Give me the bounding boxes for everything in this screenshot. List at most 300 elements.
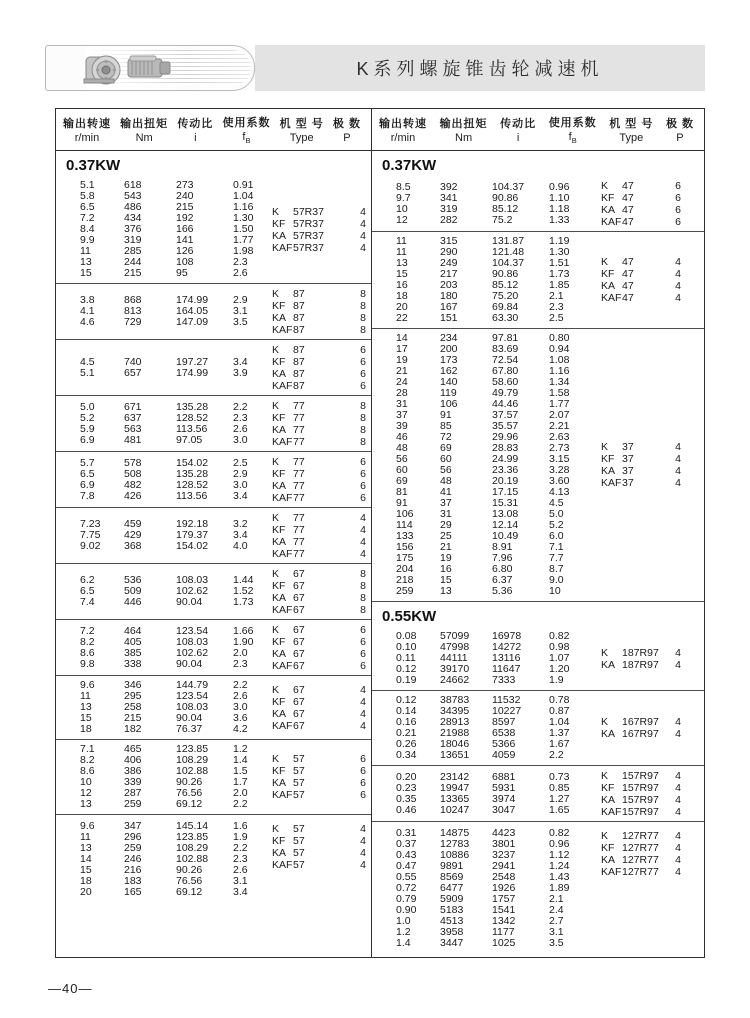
model-number: 157R97	[622, 781, 659, 794]
service-factor-value: 1.04	[233, 190, 254, 202]
output-speed-value: 6.5	[80, 467, 95, 480]
output-speed-value: 7.4	[80, 596, 95, 608]
model-number: 77	[293, 479, 305, 492]
model-type-row	[272, 480, 366, 492]
output-torque-value: 10886	[440, 849, 470, 861]
ratio-value: 58.60	[492, 376, 519, 388]
model-type-list	[272, 512, 366, 560]
service-factor-value: 1.66	[233, 624, 254, 637]
output-speed-value: 11	[80, 831, 91, 843]
model-number: 57	[293, 765, 305, 777]
model-type	[272, 468, 305, 480]
output-speed-value: 6.5	[80, 201, 95, 213]
service-factor-value: 1.37	[549, 727, 570, 739]
model-type	[272, 777, 305, 789]
model-type	[272, 424, 305, 436]
gear-ratio-block	[372, 627, 704, 691]
data-rows	[80, 402, 279, 446]
output-torque-value: 31	[440, 508, 452, 520]
service-factor-value: 2.6	[233, 864, 248, 876]
output-speed-value: 11	[80, 690, 91, 702]
model-number: 47	[622, 179, 634, 192]
model-prefix: KA	[272, 479, 287, 492]
service-factor-value: 1.52	[233, 585, 254, 597]
service-factor-value: 2.21	[549, 420, 570, 432]
model-prefix: K	[272, 623, 280, 636]
data-rows	[80, 458, 279, 502]
column-header-unit-subscript: B	[571, 136, 577, 146]
service-factor-value: 2.6	[233, 267, 248, 279]
model-type	[272, 835, 305, 847]
model-type-list	[272, 684, 366, 732]
output-torque-value: 56	[440, 464, 452, 476]
ratio-value: 63.30	[492, 312, 519, 324]
column-header-label: 机 型 号	[279, 118, 324, 130]
ratio-value: 69.12	[176, 886, 203, 898]
output-speed-value: 0.31	[396, 827, 417, 839]
pole-count: 4	[675, 256, 681, 268]
output-torque-value: 392	[440, 180, 458, 193]
gear-ratio-block	[56, 176, 371, 284]
service-factor-value: 0.80	[549, 332, 570, 344]
ratio-value: 108.03	[176, 701, 209, 713]
output-torque-value: 18046	[440, 738, 470, 750]
ratio-value: 154.02	[176, 540, 209, 552]
output-speed-value: 22	[396, 312, 408, 324]
output-torque-value: 200	[440, 343, 458, 355]
ratio-value: 123.85	[176, 743, 209, 755]
model-number: 67	[293, 635, 305, 648]
model-type	[601, 204, 634, 216]
output-speed-value: 259	[396, 585, 414, 597]
model-type	[272, 524, 305, 536]
gear-reducer-photo-icon	[76, 49, 186, 89]
ratio-value: 75.2	[492, 213, 513, 226]
output-torque-value: 319	[440, 202, 458, 215]
output-speed-value: 0.47	[396, 860, 417, 872]
service-factor-value: 1.77	[549, 398, 570, 410]
pole-count: 4	[675, 268, 681, 280]
model-type	[272, 765, 305, 777]
model-prefix: K	[601, 716, 609, 728]
service-factor-value: 3.4	[233, 489, 248, 502]
output-torque-value: 44111	[440, 652, 468, 664]
output-speed-value: 7.1	[80, 743, 95, 755]
model-type-row	[601, 216, 681, 228]
model-number: 127R77	[622, 830, 659, 842]
model-type-row	[272, 206, 366, 218]
output-speed-value: 5.2	[80, 411, 95, 424]
model-type	[272, 230, 324, 242]
output-torque-value: 426	[124, 489, 142, 502]
ratio-value: 5.36	[492, 585, 513, 597]
column-header	[609, 115, 653, 144]
model-type-row	[272, 356, 366, 368]
output-speed-value: 20	[80, 886, 92, 898]
output-speed-value: 133	[396, 530, 414, 542]
output-torque-value: 13	[440, 585, 452, 597]
model-type	[272, 480, 305, 492]
model-prefix: KF	[601, 268, 615, 280]
ratio-value: 113.56	[176, 422, 208, 435]
ratio-value: 3801	[492, 838, 516, 850]
column-header	[63, 115, 111, 144]
pole-count: 4	[675, 292, 681, 304]
gear-ratio-block	[56, 815, 371, 957]
model-prefix: KAF	[272, 659, 293, 672]
output-speed-value: 6.9	[80, 433, 95, 446]
model-prefix: KA	[272, 847, 287, 859]
ratio-value: 11647	[492, 663, 521, 675]
output-torque-value: 486	[124, 201, 142, 213]
table-header-left	[56, 109, 372, 150]
model-prefix: KA	[272, 777, 287, 789]
pole-count: 8	[360, 423, 366, 436]
output-speed-value: 4.5	[80, 355, 95, 368]
output-speed-value: 14	[396, 332, 408, 344]
service-factor-value: 1.73	[549, 268, 570, 280]
data-rows	[80, 357, 279, 379]
service-factor-value: 1.16	[233, 201, 254, 213]
ratio-value: 2941	[492, 860, 516, 872]
model-type-list	[601, 830, 681, 878]
service-factor-value: 4.2	[233, 723, 248, 735]
ratio-value: 10.49	[492, 530, 519, 542]
gear-ratio-block	[56, 508, 371, 564]
model-type-row	[601, 453, 681, 465]
model-prefix: KAF	[272, 379, 293, 392]
output-torque-value: 39170	[440, 663, 470, 675]
model-type-row	[601, 770, 681, 782]
service-factor-value: 3.0	[233, 701, 248, 713]
model-type	[601, 180, 634, 192]
model-prefix: K	[601, 830, 609, 842]
output-torque-value: 91	[440, 409, 452, 421]
output-torque-value: 28913	[440, 716, 470, 728]
service-factor-value: 1.12	[549, 849, 570, 861]
service-factor-value: 1.30	[233, 212, 254, 224]
output-torque-value: 21	[440, 541, 452, 553]
model-type-row	[601, 866, 681, 878]
model-prefix: K	[272, 287, 280, 300]
output-speed-value: 6.9	[80, 478, 95, 491]
model-prefix: K	[601, 646, 609, 659]
output-speed-value: 0.11	[396, 652, 416, 664]
logo-box	[45, 45, 255, 91]
pole-count: 4	[675, 805, 681, 818]
output-speed-value: 0.79	[396, 893, 417, 905]
model-number: 47	[622, 292, 634, 304]
service-factor-value: 3.1	[549, 926, 564, 938]
service-factor-value: 7.1	[549, 541, 564, 553]
service-factor-value: 0.78	[549, 694, 570, 706]
model-number: 67	[293, 683, 305, 696]
gear-ratio-block	[56, 676, 371, 740]
column-header-label: 输出转速	[63, 118, 111, 130]
service-factor-value: 3.60	[549, 475, 570, 487]
service-factor-value: 2.9	[233, 467, 248, 480]
service-factor-value: 3.6	[233, 712, 248, 724]
model-type	[601, 770, 659, 782]
pole-count: 6	[360, 467, 366, 480]
pole-count: 4	[360, 205, 366, 218]
service-factor-value: 5.2	[549, 519, 564, 531]
model-prefix: KF	[272, 217, 286, 230]
service-factor-value: 1.50	[233, 223, 254, 235]
output-speed-value: 0.23	[396, 781, 417, 794]
pole-count: 8	[360, 399, 366, 412]
model-type	[272, 344, 305, 356]
ratio-value: 174.99	[176, 294, 209, 306]
output-torque-value: 315	[440, 235, 458, 247]
ratio-value: 1926	[492, 882, 516, 894]
model-type	[272, 218, 324, 230]
model-type-list	[272, 568, 366, 616]
pole-count: 8	[360, 311, 366, 324]
ratio-value: 179.37	[176, 529, 209, 541]
ratio-value: 8597	[492, 716, 516, 728]
pole-count: 4	[360, 683, 366, 696]
output-torque-value: 386	[124, 765, 142, 777]
model-type	[601, 716, 659, 728]
output-torque-value: 119	[440, 387, 457, 399]
model-type-row	[601, 256, 681, 268]
output-torque-value: 406	[124, 754, 142, 766]
ratio-value: 1757	[492, 893, 516, 905]
model-type-row	[272, 512, 366, 524]
model-type-row	[272, 753, 366, 765]
ratio-value: 126	[176, 245, 194, 257]
pole-count: 4	[675, 830, 681, 842]
pole-count: 4	[360, 535, 366, 548]
column-header-label: 输出扭矩	[120, 118, 169, 130]
output-torque-value: 13365	[440, 792, 470, 805]
model-prefix: KA	[272, 311, 287, 324]
output-speed-value: 37	[396, 409, 408, 421]
output-torque-value: 287	[124, 787, 142, 799]
model-type-row	[272, 580, 366, 592]
model-number: 47	[622, 280, 634, 292]
gear-ratio-block	[372, 766, 704, 822]
service-factor-value: 1.51	[549, 257, 570, 269]
pole-count: 8	[360, 323, 366, 336]
output-torque-value: 465	[124, 743, 142, 755]
model-number: 37	[622, 441, 634, 453]
pole-count: 4	[360, 241, 366, 254]
output-torque-value: 296	[124, 831, 142, 843]
power-rating-heading: 0.37KW	[66, 157, 121, 174]
output-torque-value: 216	[124, 864, 142, 876]
ratio-value: 1541	[492, 904, 516, 916]
ratio-value: 15.31	[492, 497, 519, 509]
pole-count: 6	[360, 623, 366, 636]
output-torque-value: 25	[440, 530, 452, 542]
service-factor-value: 3.4	[233, 886, 248, 898]
ratio-value: 8.91	[492, 541, 513, 553]
output-speed-value: 7.2	[80, 212, 95, 224]
model-prefix: KA	[601, 280, 616, 292]
output-torque-value: 9891	[440, 860, 464, 872]
column-header	[177, 115, 213, 144]
output-speed-value: 21	[396, 365, 408, 377]
model-number: 57	[293, 777, 305, 789]
service-factor-value: 0.85	[549, 781, 570, 794]
model-number: 127R77	[622, 842, 659, 854]
model-number: 87	[293, 311, 305, 324]
model-number: 57	[293, 859, 305, 871]
ratio-value: 104.37	[492, 257, 525, 269]
ratio-value: 49.79	[492, 387, 519, 399]
table-body	[56, 151, 704, 957]
output-speed-value: 69	[396, 475, 408, 487]
model-prefix: KF	[272, 635, 286, 648]
service-factor-value: 1.5	[233, 765, 248, 777]
output-speed-value: 11	[396, 246, 407, 258]
model-number: 77	[293, 511, 305, 524]
model-number: 47	[622, 215, 634, 228]
model-prefix: KAF	[601, 866, 622, 878]
output-torque-value: 3447	[440, 937, 464, 949]
pole-count: 6	[360, 379, 366, 392]
column-header-unit: Type	[289, 132, 314, 144]
model-prefix: KA	[272, 707, 287, 720]
column-header-unit: Nm	[135, 132, 153, 144]
model-type-row	[272, 789, 366, 801]
ratio-value: 7333	[492, 674, 516, 686]
model-type	[601, 465, 634, 477]
pole-count: 4	[360, 719, 366, 732]
output-torque-value: 24662	[440, 674, 470, 686]
pole-count: 8	[360, 299, 366, 312]
pole-count: 6	[360, 479, 366, 492]
output-speed-value: 0.55	[396, 871, 417, 883]
ratio-value: 1342	[492, 915, 516, 927]
model-number: 127R77	[622, 866, 659, 878]
model-number: 167R97	[622, 728, 659, 740]
service-factor-value: 1.58	[549, 387, 570, 399]
output-speed-value: 8.6	[80, 765, 95, 777]
model-number: 87	[293, 287, 305, 300]
column-header-unit: Type	[619, 132, 644, 144]
ratio-value: 108.03	[176, 635, 209, 648]
column-header-unit: $f_B$	[568, 130, 577, 146]
service-factor-value: 0.73	[549, 770, 570, 783]
model-number: 47	[622, 256, 634, 268]
model-type	[601, 806, 659, 818]
model-type-row	[272, 592, 366, 604]
model-type-row	[601, 659, 681, 671]
service-factor-value: 2.3	[233, 411, 248, 424]
output-speed-value: 5.9	[80, 422, 95, 435]
model-number: 57	[293, 823, 305, 835]
output-torque-value: 13651	[440, 749, 470, 761]
output-torque-value: 215	[124, 267, 142, 279]
output-speed-value: 7.2	[80, 624, 95, 637]
pole-count: 6	[360, 777, 366, 789]
model-number: 57R37	[293, 217, 324, 230]
pole-count: 8	[360, 435, 366, 448]
pole-count: 4	[360, 859, 366, 871]
pole-count: 4	[675, 728, 681, 740]
service-factor-value: 1.9	[549, 674, 564, 686]
column-header	[549, 114, 597, 145]
service-factor-value: 2.6	[233, 690, 248, 702]
ratio-value: 85.12	[492, 279, 519, 291]
ratio-value: 5366	[492, 738, 516, 750]
output-speed-value: 5.1	[80, 366, 95, 379]
pole-count: 4	[360, 547, 366, 560]
model-number: 37	[622, 477, 634, 489]
model-type-row	[601, 782, 681, 794]
output-speed-value: 81	[396, 486, 408, 498]
model-type	[272, 300, 305, 312]
model-type	[272, 684, 305, 696]
model-type-row	[601, 292, 681, 304]
ratio-value: 7.96	[492, 552, 513, 564]
model-type	[272, 696, 305, 708]
output-torque-value: 5909	[440, 893, 464, 905]
service-factor-value: 3.2	[233, 518, 248, 530]
service-factor-value: 1.89	[549, 882, 570, 894]
model-type	[272, 536, 305, 548]
page-title: K系列螺旋锥齿轮减速机	[255, 45, 705, 91]
output-speed-value: 18	[396, 290, 408, 302]
ratio-value: 197.27	[176, 355, 209, 368]
output-torque-value: 69	[440, 442, 452, 454]
model-prefix: KAF	[601, 477, 622, 489]
ratio-value: 3047	[492, 803, 516, 816]
model-type	[601, 830, 659, 842]
model-number: 57R37	[293, 241, 324, 254]
output-speed-value: 15	[80, 712, 92, 724]
model-prefix: K	[601, 179, 609, 192]
output-torque-value: 563	[124, 422, 142, 435]
ratio-value: 67.80	[492, 365, 519, 377]
model-number: 77	[293, 411, 305, 424]
model-type-row	[601, 647, 681, 659]
output-torque-value: 180	[440, 290, 458, 302]
output-speed-value: 20	[396, 301, 408, 313]
model-type	[272, 660, 305, 672]
model-type-row	[272, 468, 366, 480]
output-speed-value: 56	[396, 453, 408, 465]
model-prefix: KF	[601, 842, 615, 854]
model-type-list	[601, 647, 681, 671]
model-prefix: K	[601, 256, 609, 268]
model-type	[272, 324, 305, 336]
service-factor-value: 1.08	[549, 354, 570, 366]
model-prefix: KA	[601, 658, 616, 671]
pole-count: 4	[675, 441, 681, 453]
model-number: 57	[293, 835, 305, 847]
power-rating-heading: 0.55KW	[382, 608, 437, 625]
gear-ratio-block	[56, 620, 371, 676]
ratio-value: 113.56	[176, 489, 208, 502]
ratio-value: 1025	[492, 937, 516, 949]
ratio-value: 128.52	[176, 478, 209, 491]
output-torque-value: 151	[440, 312, 458, 324]
ratio-value: 121.48	[492, 246, 525, 258]
pole-count: 8	[360, 579, 366, 592]
data-rows	[80, 744, 279, 810]
output-speed-value: 9.7	[396, 191, 411, 204]
model-type	[601, 854, 659, 866]
service-factor-value: 3.5	[549, 937, 564, 949]
service-factor-value: 1.30	[549, 246, 570, 258]
model-type-row	[272, 492, 366, 504]
model-type	[272, 720, 305, 732]
data-rows	[396, 695, 595, 761]
